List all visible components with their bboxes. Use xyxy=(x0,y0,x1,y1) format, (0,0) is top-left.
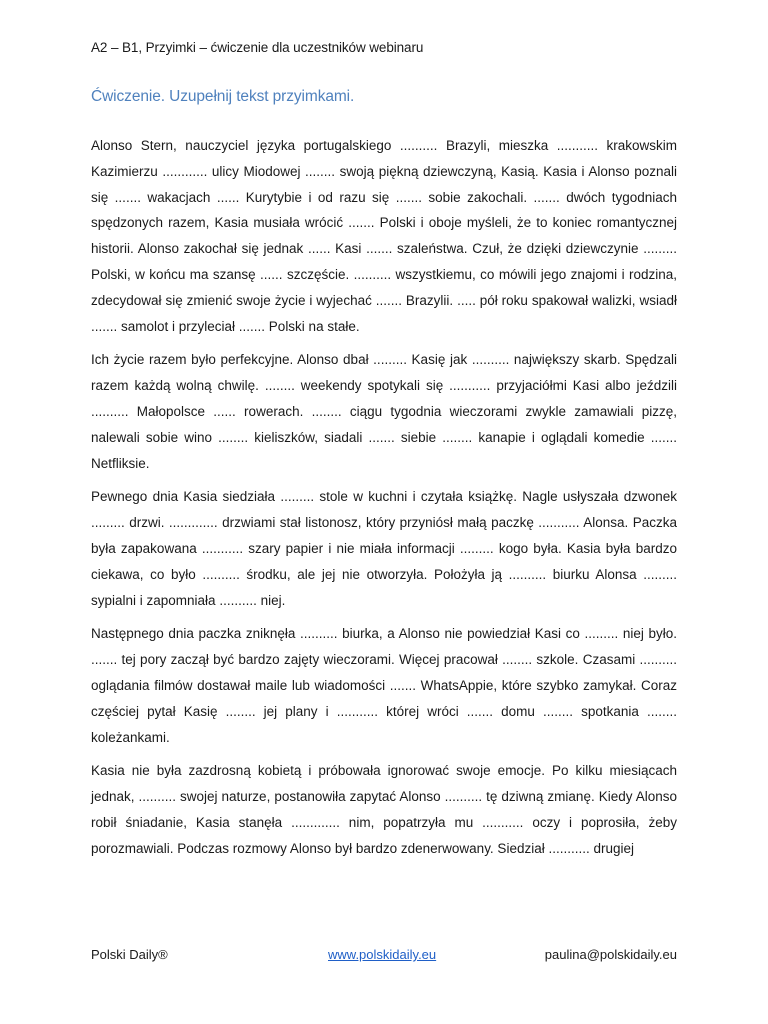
exercise-body xyxy=(91,133,677,870)
paragraph-2: Ich życie razem było perfekcyjne. Alonso dbał ......... Kasię jak .......... największy skarb. Spędzali razem każdą wolną chwilę. ........ weekendy spotykali się ........... przyjaciółmi Kasi albo jeździli .......... Małopolsce ...... rowerach. ........ ciągu tygodnia wieczorami zwykle zamawiali pizzę, nalewali sobie wino ........ kieliszków, siadali ....... siebie ........ kanapie i oglądali komedie ....... Netfliksie. xyxy=(91,352,677,471)
paragraph-5: Kasia nie była zazdrosną kobietą i próbowała ignorować swoje emocje. Po kilku miesiącach jednak, .......... swojej naturze, postanowiła zapytać Alonso .......... tę dziwną zmianę. Kiedy Alonso robił śniadanie, Kasia stanęła ............. nim, popatrzyła mu ........... oczy i poprosiła, żeby porozmawiali. Podczas rozmowy Alonso był bardzo zdenerwowany. Siedział ........... drugiej xyxy=(91,763,677,856)
footer-brand: Polski Daily® xyxy=(91,947,168,962)
page-header: A2 – B1, Przyimki – ćwiczenie dla uczestników webinaru xyxy=(91,40,424,55)
footer-email[interactable]: paulina@polskidaily.eu xyxy=(544,947,677,962)
exercise-title: Ćwiczenie. Uzupełnij tekst przyimkami. xyxy=(91,88,355,105)
paragraph-4: Następnego dnia paczka zniknęła .......... biurka, a Alonso nie powiedział Kasi co ......... niej było. ....... tej pory zaczął być bardzo zajęty wieczorami. Więcej pracował ........ szkole. Czasami .......... oglądania filmów dostawał maile lub wiadomości ....... WhatsAppie, które szybko zamykał. Coraz częściej pytał Kasię ........ jej plany i ........... której wróci ....... domu ........ spotkania ........ koleżankami. xyxy=(91,626,677,745)
paragraph-3: Pewnego dnia Kasia siedziała ......... stole w kuchni i czytała książkę. Nagle usłyszała dzwonek ......... drzwi. ............. drzwiami stał listonosz, który przyniósł małą paczkę ........... Alonsa. Paczka była zapakowana ........... szary papier i nie miała informacji ......... kogo była. Kasia była bardzo ciekawa, co było .......... środku, ale jej nie otworzyła. Położyła ją .......... biurku Alonsa ......... sypialni i zapomniała .......... niej. xyxy=(91,489,677,608)
paragraph-1: Alonso Stern, nauczyciel języka portugalskiego .......... Brazyli, mieszka ........... krakowskim Kazimierzu ............ ulicy Miodowej ........ swoją piękną dziewczyną, Kasią. Kasia i Alonso poznali się ....... wakacjach ...... Kurytybie i od razu się ....... sobie zakochali. ....... dwóch tygodniach spędzonych razem, Kasia musiała wrócić ....... Polski i oboje myśleli, że to koniec romantycznej historii. Alonso zakochał się jednak ...... Kasi ....... szaleństwa. Czuł, że dzięki dziewczynie ......... Polski, w końcu ma szansę ...... szczęście. .......... wszystkiemu, co mówili jego znajomi i rodzina, zdecydował się zmienić swoje życie i wyjechać ....... Brazylii. ..... pół roku spakował walizki, wsiadł ....... samolot i przyleciał ....... Polski na stałe. xyxy=(91,138,677,334)
footer-website-link[interactable]: www.polskidaily.eu xyxy=(328,947,437,962)
